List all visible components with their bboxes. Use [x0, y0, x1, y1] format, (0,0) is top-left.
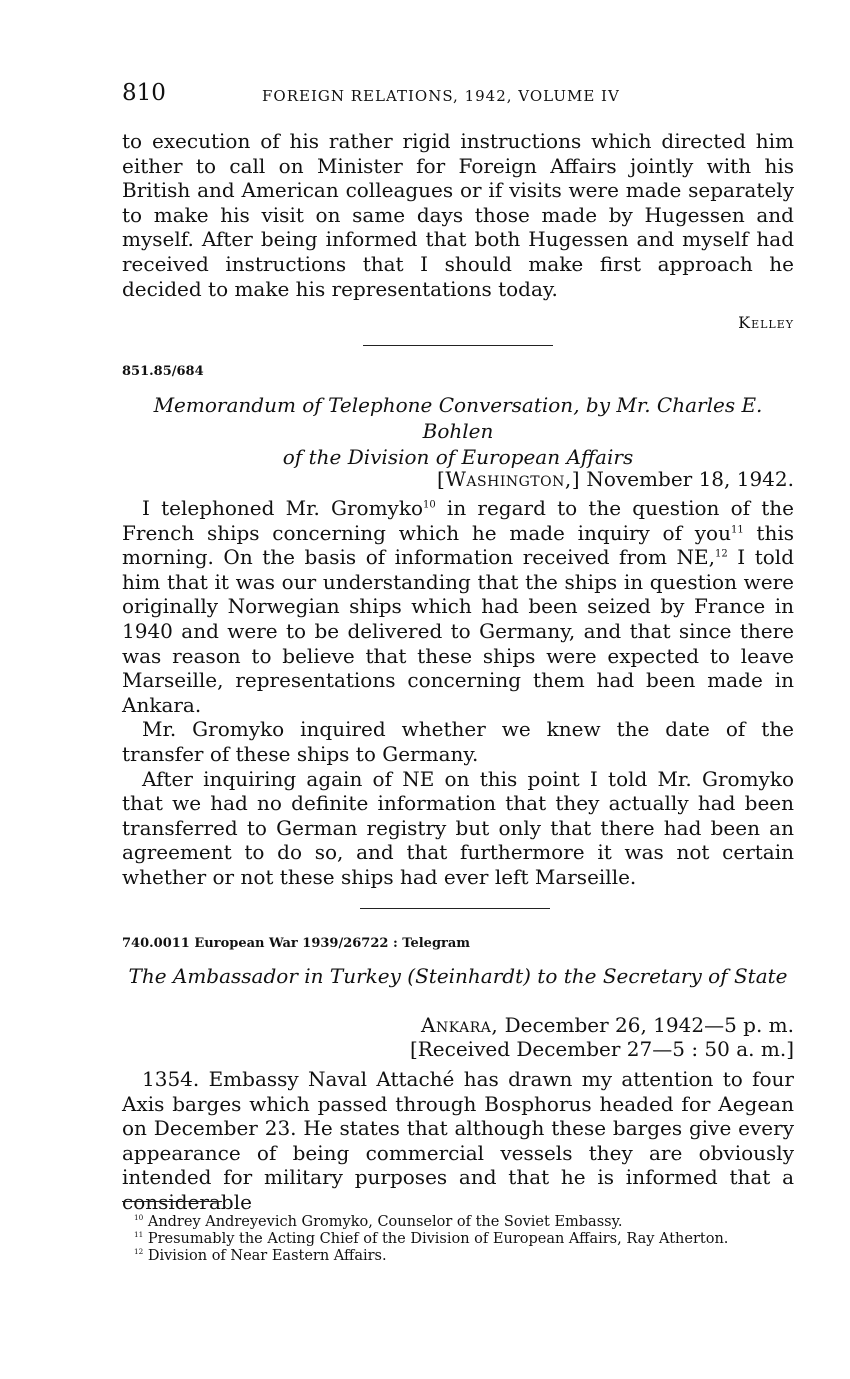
doc3-body: [122, 1067, 794, 1215]
footnote-number: 11: [134, 1230, 144, 1240]
doc2-date: November 18, 1942.: [586, 467, 794, 491]
footnote-12: [122, 1248, 794, 1265]
doc3-place-date: [410, 1013, 794, 1037]
doc3-date: December 26, 1942—5 p. m.: [504, 1013, 794, 1037]
doc2-dateline: [437, 467, 794, 491]
doc3-title: The Ambassador in Turkey (Steinhardt) to the Secretary of State: [128, 964, 788, 988]
footnote-ref-12: 12: [715, 548, 728, 560]
doc3-file-number: 740.0011 European War 1939/26722 : Telegram: [122, 936, 471, 951]
doc2-title-line2: of the Division of European Affairs: [282, 445, 634, 469]
doc3-place: Ankara,: [421, 1013, 499, 1037]
footnote-text: Andrey Andreyevich Gromyko, Counselor of the Soviet Embassy.: [147, 1214, 623, 1230]
footnote-ref-11: 11: [730, 523, 744, 535]
doc2-title-line1: Memorandum of Telephone Conversation, by Mr. Charles E. Bohlen: [153, 393, 763, 443]
doc1-signature: Kelley: [738, 313, 794, 332]
doc1-paragraph: to execution of his rather rigid instructions which directed him either to call on Minister for Foreign Affairs jointly with his British and American colleagues or if visits were made separately to make his visit on same days those made by Hugessen and myself. After being informed that both Hugessen and myself had received instructions that I should make first approach he decided to make his representations today.: [122, 129, 794, 301]
footnote-number: 12: [134, 1247, 144, 1257]
footnote-number: 10: [134, 1213, 144, 1223]
doc2-p1-text-a: I telephoned Mr. Gromyko: [142, 496, 424, 520]
footnote-rule: [122, 1201, 222, 1202]
doc2-place: [Washington,]: [437, 467, 581, 491]
doc2-p1-text-c: this morning. On the basis of information received from NE,: [122, 520, 794, 570]
doc3-paragraph-1: 1354. Embassy Naval Attaché has drawn my attention to four Axis barges which passed through Bosphorus headed for Aegean on December 23. He states that although these barges give every appearance of being commercial vessels they are obviously intended for military purposes and that he is informed that a considerable: [122, 1067, 794, 1214]
doc2-p1-text-d: I told him that it was our understanding that the ships in question were originally Norwegian ships which had been seized by France in 1940 and were to be delivered to Germany, and that since there was reason to believe that these ships were expected to leave Marseille, representations concerning them had been made in Ankara.: [122, 545, 794, 717]
doc2-paragraph-1: [122, 496, 794, 717]
footnote-11: [122, 1231, 794, 1248]
doc3-dateline: [410, 1013, 794, 1061]
footnote-ref-10: 10: [423, 499, 436, 511]
doc1-continuation: [122, 129, 794, 301]
doc2-p1-text-b: in regard to the question of the French ships concerning which he made inquiry of you: [122, 496, 794, 545]
doc2-file-number: 851.85/684: [122, 364, 204, 379]
section-divider: [360, 908, 550, 909]
doc2-paragraph-3: After inquiring again of NE on this point I told Mr. Gromyko that we had no definite information that they actually had been transferred to German registry but only that there had been an agreement to do so, and that furthermore it was not certain whether or not these ships had ever left Marseille.: [122, 766, 794, 889]
running-head: FOREIGN RELATIONS, 1942, VOLUME IV: [262, 87, 620, 105]
doc2-paragraph-2: Mr. Gromyko inquired whether we knew the date of the transfer of these ships to Germany.: [122, 717, 794, 766]
footnote-10: [122, 1214, 794, 1231]
doc2-title: [122, 392, 794, 470]
footnote-text: Presumably the Acting Chief of the Division of European Affairs, Ray Atherton.: [147, 1231, 729, 1247]
page-header: [122, 80, 794, 112]
page-number: 810: [122, 80, 166, 106]
footnote-text: Division of Near Eastern Affairs.: [147, 1248, 387, 1264]
footnotes: [122, 1214, 794, 1265]
section-divider: [363, 345, 553, 346]
doc3-received: [Received December 27—5 : 50 a. m.]: [409, 1037, 794, 1061]
doc2-body: [122, 496, 794, 890]
